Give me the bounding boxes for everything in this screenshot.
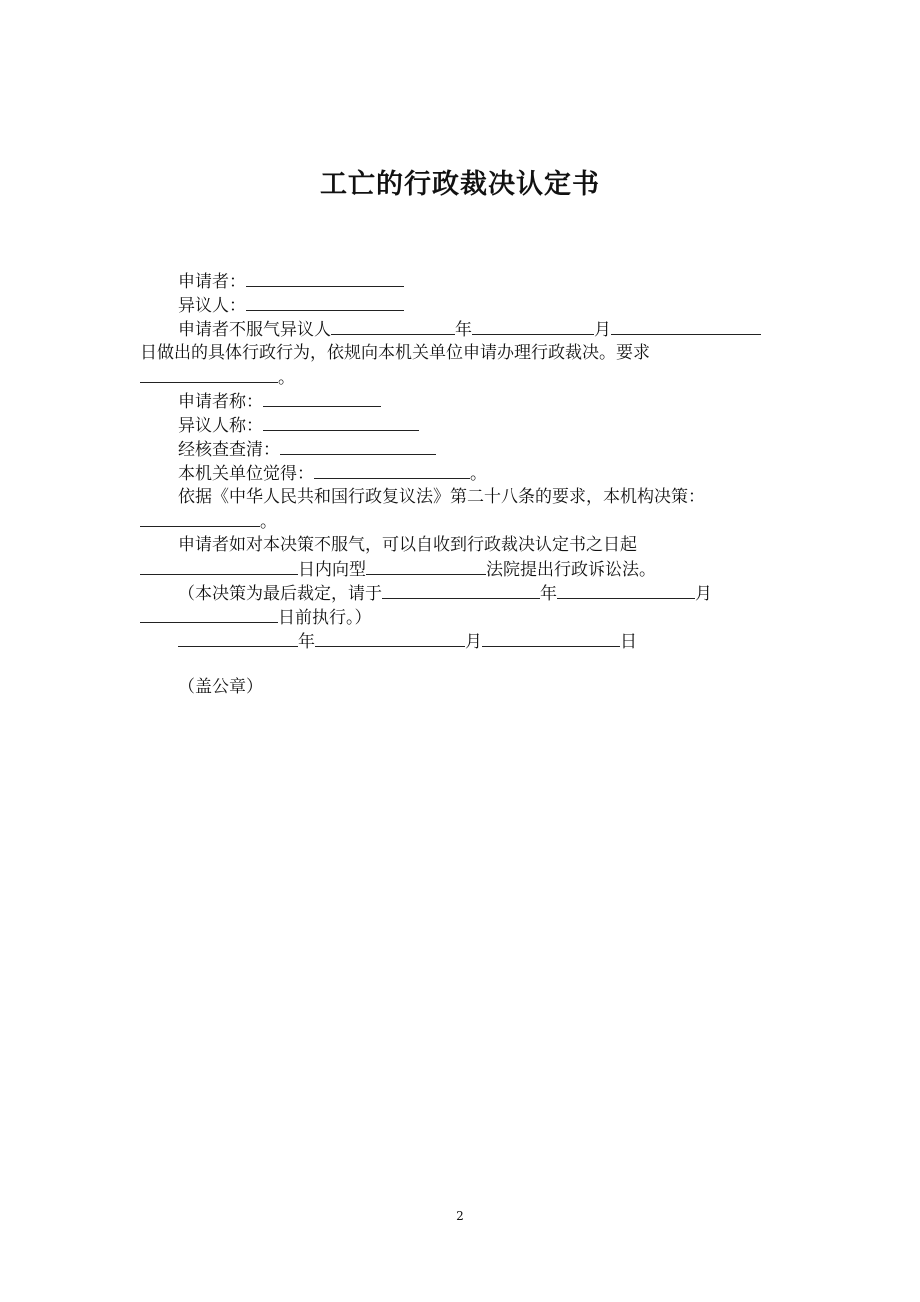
court-blank[interactable] <box>366 557 486 575</box>
basis-line <box>140 485 780 509</box>
final-year-label: 年 <box>540 584 557 604</box>
date-month-label: 月 <box>465 632 482 652</box>
applicant-name-line <box>140 389 780 413</box>
date-year-label: 年 <box>298 632 315 652</box>
applicant-blank[interactable] <box>246 269 404 287</box>
opinion-line <box>140 461 780 485</box>
final-year-blank[interactable] <box>382 581 540 599</box>
verified-line <box>140 437 780 461</box>
date-year-blank[interactable] <box>178 629 298 647</box>
final-month-blank[interactable] <box>557 581 695 599</box>
objector-name-blank[interactable] <box>263 413 419 431</box>
appeal-line-2 <box>140 557 780 581</box>
verified-label: 经核查查清： <box>178 440 280 460</box>
dispute-year-blank[interactable] <box>331 317 455 335</box>
appeal-days-blank[interactable] <box>140 557 298 575</box>
basis-end: 。 <box>260 512 277 532</box>
request-end: 。 <box>278 368 295 388</box>
appeal-court-label: 法院提出行政诉讼法。 <box>486 560 656 580</box>
opinion-blank[interactable] <box>314 461 470 479</box>
final-day-blank[interactable] <box>140 605 278 623</box>
opinion-label: 本机关单位觉得： <box>178 464 314 484</box>
final-line <box>140 581 780 605</box>
decision-blank[interactable] <box>140 509 260 527</box>
date-day-label: 日 <box>620 632 637 652</box>
dispute-line <box>140 317 780 341</box>
basis-text: 依据《中华人民共和国行政复议法》第二十八条的要求，本机构决策： <box>178 487 705 507</box>
page-number: 2 <box>456 1209 464 1223</box>
objector-line <box>140 293 780 317</box>
dispute-month-label: 月 <box>594 320 611 340</box>
request-blank[interactable] <box>140 365 278 383</box>
opinion-end: 。 <box>470 464 487 484</box>
appeal-line <box>140 533 780 557</box>
objector-name-label: 异议人称： <box>178 416 263 436</box>
dispute-line-3 <box>140 365 780 389</box>
final-line-2 <box>140 605 780 629</box>
dispute-text-2: 日做出的具体行政行为，依规向本机关单位申请办理行政裁决。要求 <box>140 343 650 363</box>
dispute-day-blank[interactable] <box>611 317 761 335</box>
spacer <box>140 653 780 675</box>
applicant-line <box>140 269 780 293</box>
applicant-label: 申请者： <box>178 272 246 292</box>
final-month-label: 月 <box>695 584 712 604</box>
seal-text: （盖公章） <box>178 677 263 697</box>
appeal-days-label: 日内向型 <box>298 560 366 580</box>
objector-name-line <box>140 413 780 437</box>
dispute-text: 申请者不服气异议人 <box>178 320 331 340</box>
final-text: （本决策为最后裁定，请于 <box>178 584 382 604</box>
objector-blank[interactable] <box>246 293 404 311</box>
applicant-name-label: 申请者称： <box>178 392 263 412</box>
appeal-text: 申请者如对本决策不服气，可以自收到行政裁决认定书之日起 <box>178 535 637 555</box>
basis-line-2 <box>140 509 780 533</box>
dispute-line-2 <box>140 341 780 365</box>
dispute-month-blank[interactable] <box>472 317 594 335</box>
document-body <box>140 269 780 699</box>
date-day-blank[interactable] <box>482 629 620 647</box>
date-month-blank[interactable] <box>315 629 465 647</box>
page-title: 工亡的行政裁决认定书 <box>320 169 600 200</box>
final-end: 日前执行。） <box>278 608 372 628</box>
seal-line <box>140 675 780 699</box>
dispute-year-label: 年 <box>455 320 472 340</box>
date-line <box>140 629 780 653</box>
verified-blank[interactable] <box>280 437 436 455</box>
objector-label: 异议人： <box>178 296 246 316</box>
applicant-name-blank[interactable] <box>263 389 381 407</box>
